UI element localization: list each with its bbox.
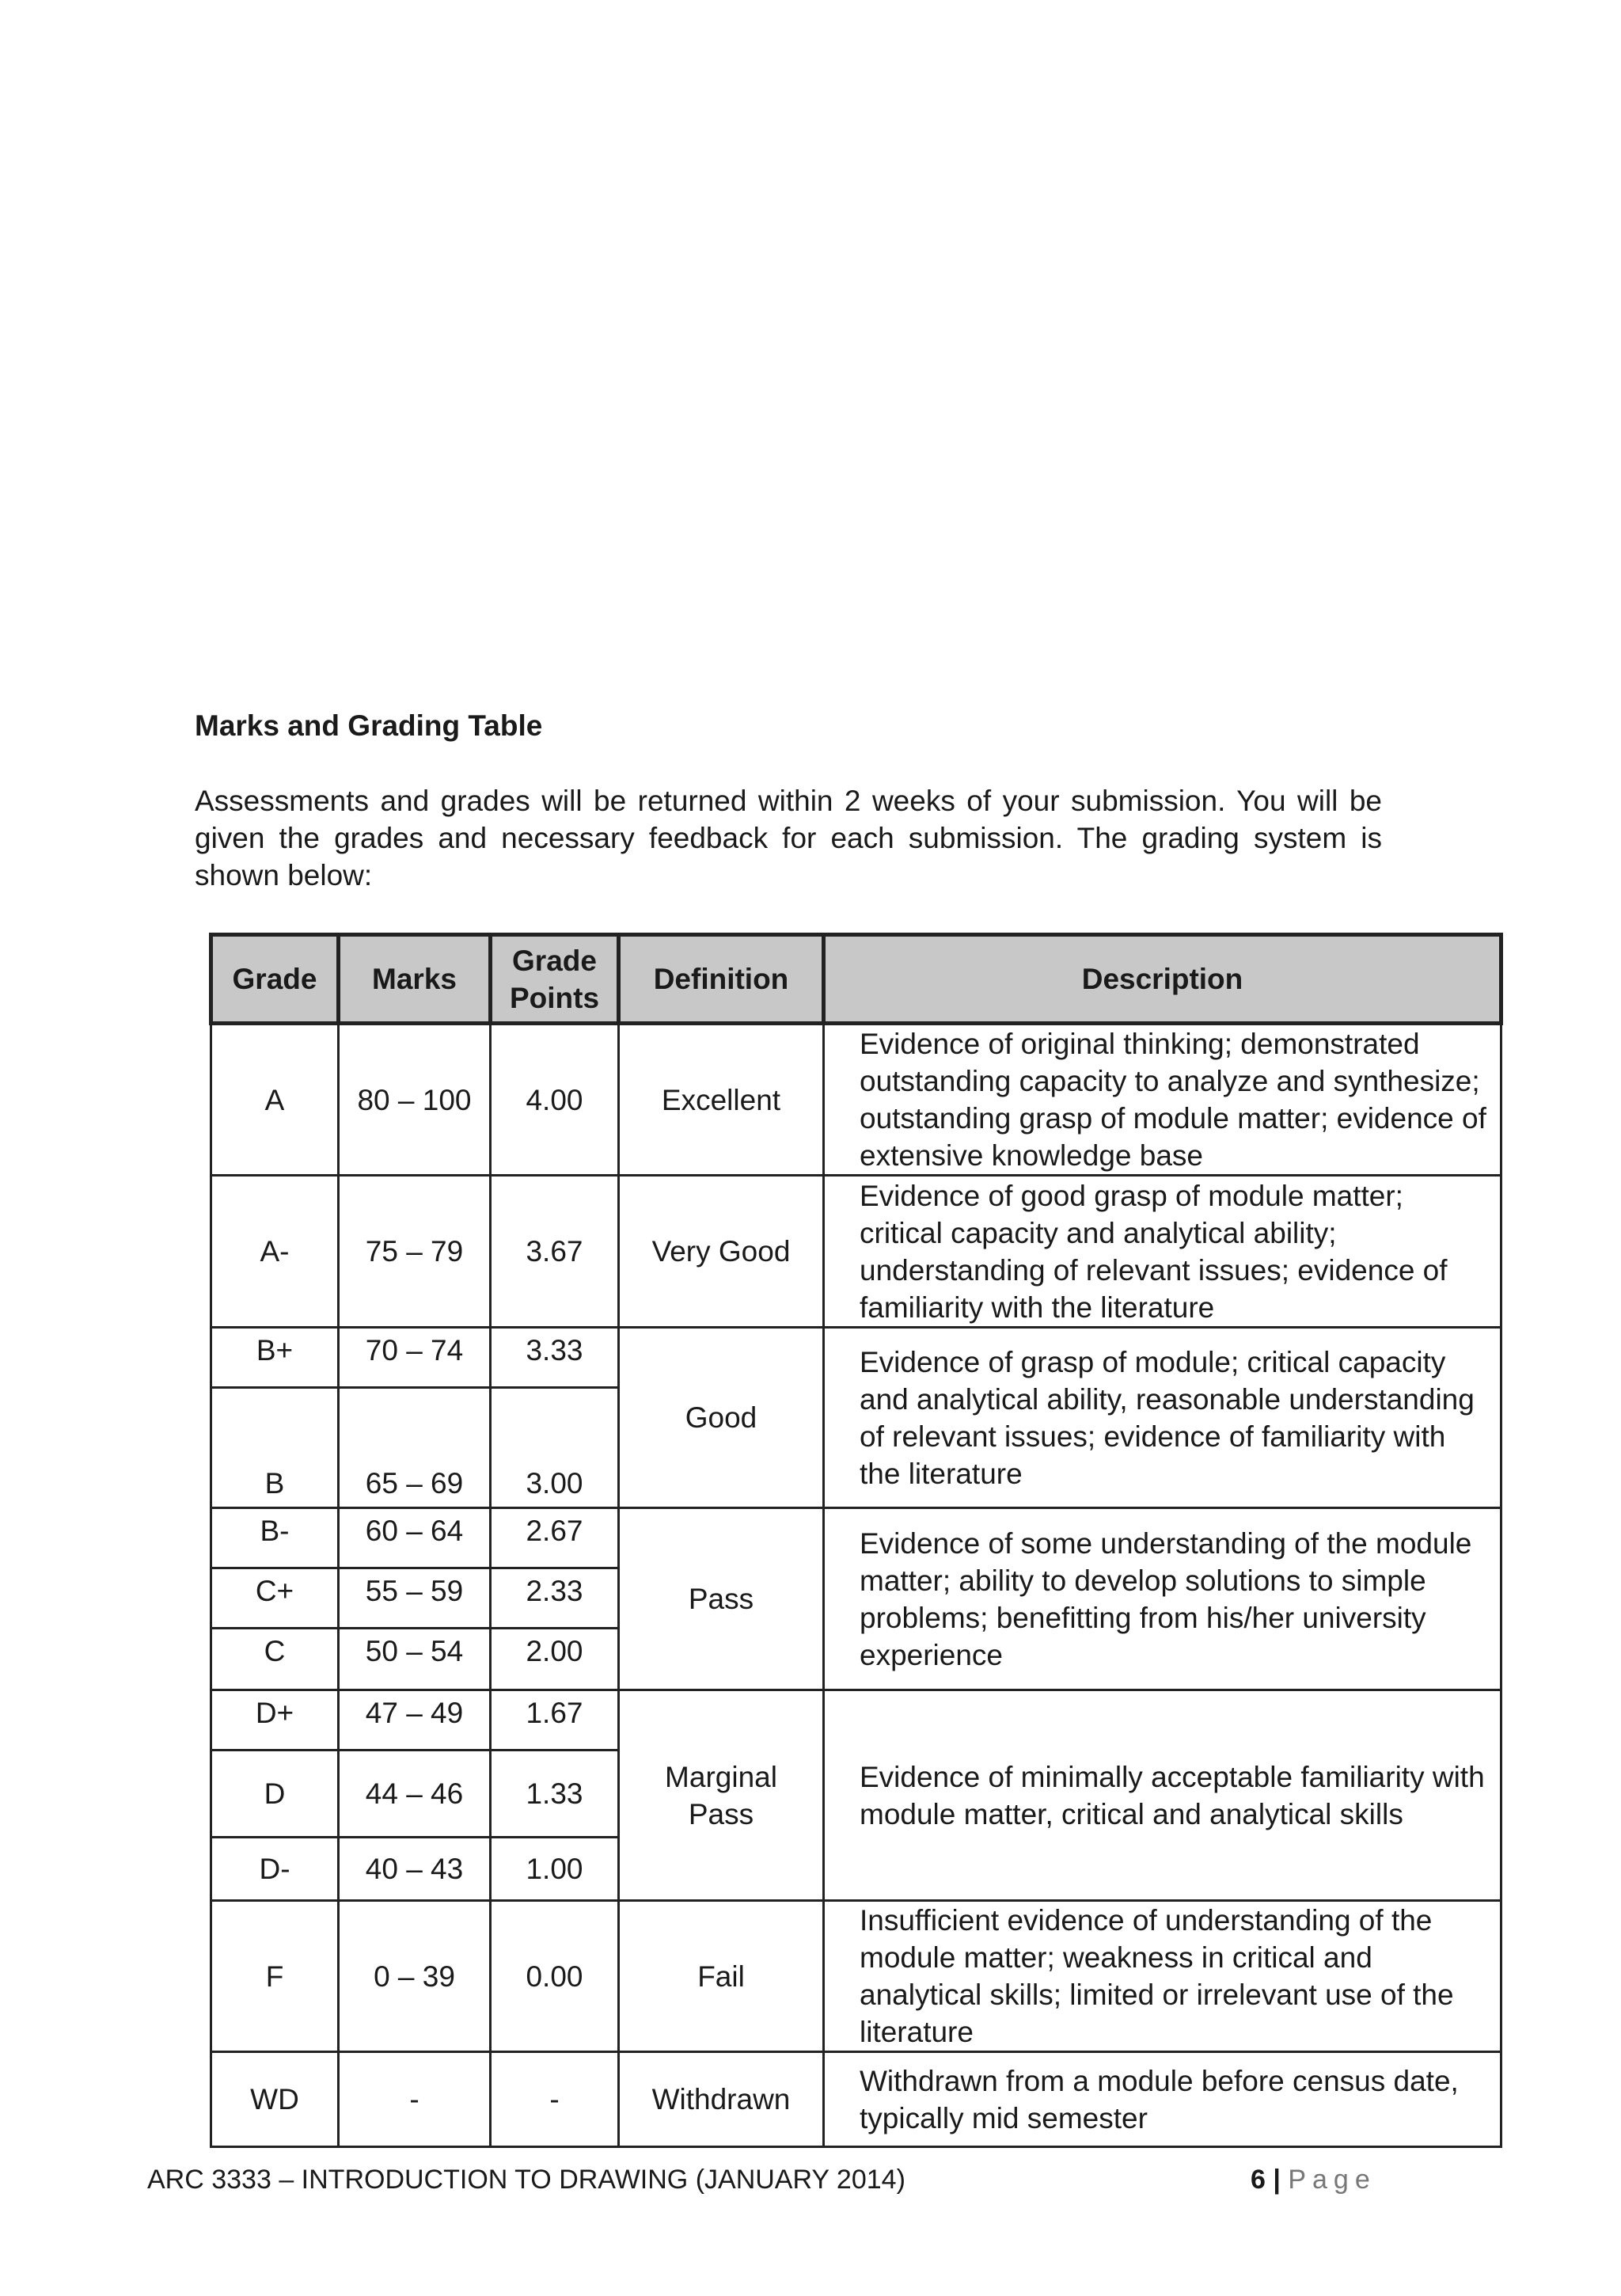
footer-course-title: ARC 3333 – INTRODUCTION TO DRAWING (JANUARY 2014) [147,2165,905,2195]
table-header-row [211,935,1501,1024]
points-cell: 1.33 [491,1751,619,1838]
table-row [211,1176,1501,1328]
page-label: Page [1288,2165,1376,2195]
description-cell: Evidence of some understanding of the module matter; ability to develop solutions to simple problems; benefitting from his/her university experience [824,1508,1501,1690]
grade-cell: A [211,1024,339,1176]
points-cell: 4.00 [491,1024,619,1176]
grade-cell: WD [211,2052,339,2147]
definition-cell: Pass [619,1508,824,1690]
description-cell: Withdrawn from a module before census date, typically mid semester [824,2052,1501,2147]
marks-cell: 75 – 79 [339,1176,491,1328]
table-row [211,1690,1501,1751]
intro-text: Assessments and grades will be returned within 2 weeks of your submission. You will be given the grades and necessary feedback for each submission. The grading system is shown below: [195,785,1382,891]
points-cell: 1.00 [491,1838,619,1901]
description-cell: Evidence of minimally acceptable familiarity with module matter, critical and analytical skills [824,1690,1501,1901]
footer-page-indicator [1251,2165,1376,2195]
definition-cell: Good [619,1328,824,1508]
marks-cell: 44 – 46 [339,1751,491,1838]
points-cell: 2.33 [491,1568,619,1629]
page-separator: | [1273,2165,1281,2195]
description-cell: Evidence of grasp of module; critical capacity and analytical ability, reasonable understanding of relevant issues; evidence of familiarity with the literature [824,1328,1501,1508]
table-row [211,1508,1501,1568]
marks-cell: 47 – 49 [339,1690,491,1751]
section-heading: Marks and Grading Table [195,709,543,742]
marks-cell: 0 – 39 [339,1901,491,2052]
header-grade: Grade [211,935,339,1024]
points-cell: 2.67 [491,1508,619,1568]
description-cell: Evidence of good grasp of module matter; critical capacity and analytical ability; understanding of relevant issues; evidence of familiarity with the literature [824,1176,1501,1328]
definition-cell: Very Good [619,1176,824,1328]
definition-cell: Withdrawn [619,2052,824,2147]
grade-cell: B [211,1388,339,1508]
description-cell: Evidence of original thinking; demonstrated outstanding capacity to analyze and synthesize; outstanding grasp of module matter; evidence of extensive knowledge base [824,1024,1501,1176]
table-row [211,1901,1501,2052]
points-cell: 3.67 [491,1176,619,1328]
points-cell: 1.67 [491,1690,619,1751]
grade-cell: C+ [211,1568,339,1629]
marks-cell: 50 – 54 [339,1629,491,1690]
table-row [211,1024,1501,1176]
marks-cell: 80 – 100 [339,1024,491,1176]
marks-cell: 65 – 69 [339,1388,491,1508]
header-definition: Definition [619,935,824,1024]
definition-cell: Marginal Pass [619,1690,824,1901]
table-row [211,1328,1501,1388]
points-cell: 0.00 [491,1901,619,2052]
marks-cell: 70 – 74 [339,1328,491,1388]
description-cell: Insufficient evidence of understanding of the module matter; weakness in critical and analytical skills; limited or irrelevant use of the literature [824,1901,1501,2052]
grading-table [209,933,1503,2148]
grade-cell: D [211,1751,339,1838]
points-cell: - [491,2052,619,2147]
header-grade-points: Grade Points [491,935,619,1024]
points-cell: 2.00 [491,1629,619,1690]
marks-cell: 40 – 43 [339,1838,491,1901]
marks-cell: 55 – 59 [339,1568,491,1629]
marks-cell: - [339,2052,491,2147]
grade-cell: F [211,1901,339,2052]
grade-cell: B+ [211,1328,339,1388]
page-number: 6 [1251,2165,1266,2195]
intro-paragraph [195,782,1382,894]
grade-cell: C [211,1629,339,1690]
grade-cell: B- [211,1508,339,1568]
table-row [211,2052,1501,2147]
header-description: Description [824,935,1501,1024]
header-marks: Marks [339,935,491,1024]
points-cell: 3.00 [491,1388,619,1508]
marks-cell: 60 – 64 [339,1508,491,1568]
grade-cell: D- [211,1838,339,1901]
definition-cell: Fail [619,1901,824,2052]
grade-cell: A- [211,1176,339,1328]
points-cell: 3.33 [491,1328,619,1388]
grade-cell: D+ [211,1690,339,1751]
definition-cell: Excellent [619,1024,824,1176]
